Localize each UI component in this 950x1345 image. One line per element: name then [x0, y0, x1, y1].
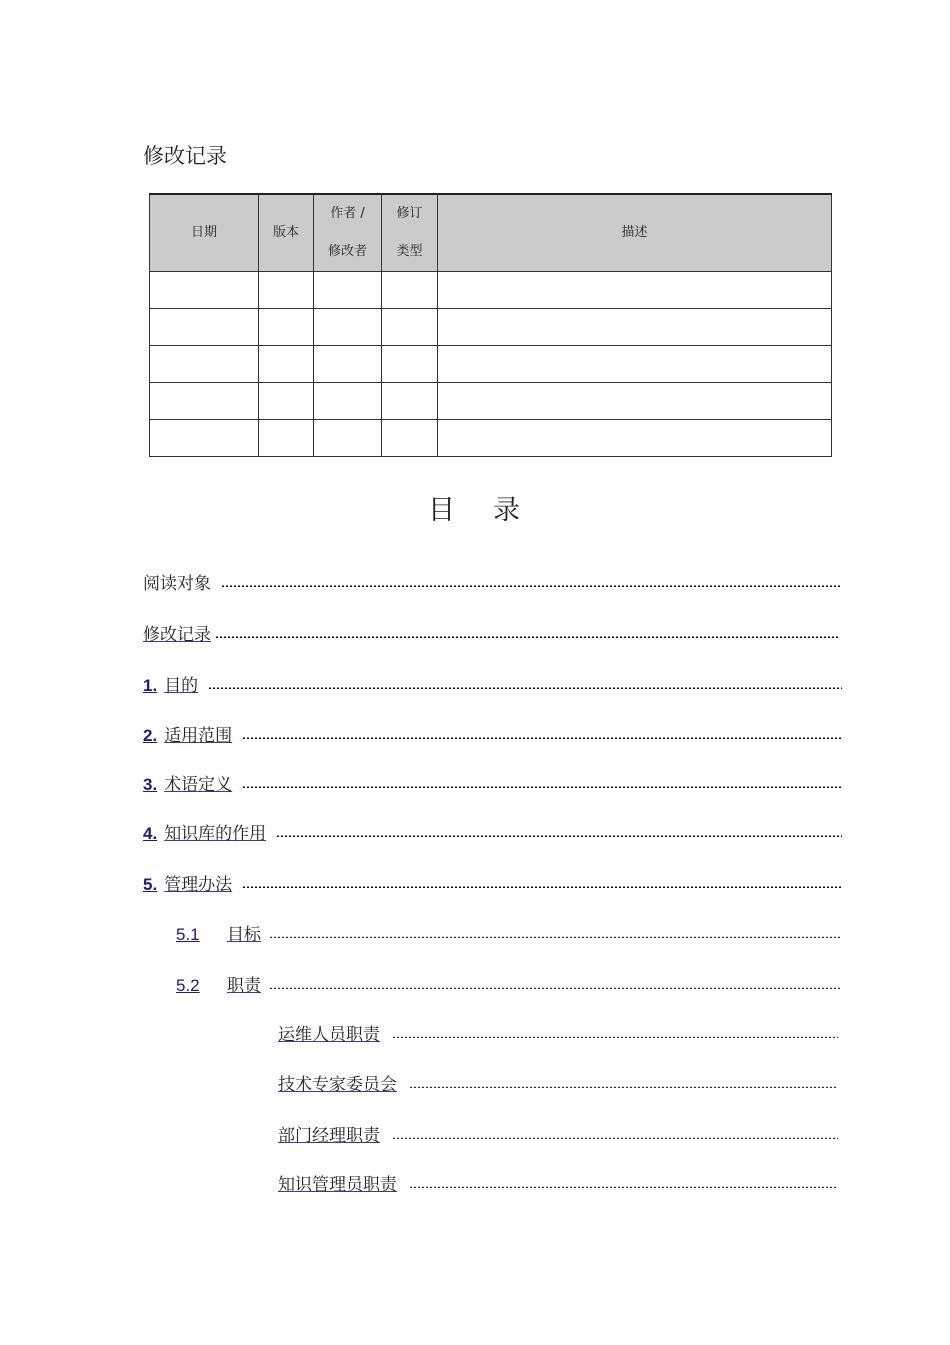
- toc-leader-dots: [221, 585, 840, 587]
- toc-title-part1: 目: [428, 495, 457, 526]
- table-cell[interactable]: [259, 346, 314, 383]
- table-cell[interactable]: [150, 420, 259, 457]
- toc-entry-label[interactable]: 知识管理员职责: [278, 1175, 397, 1195]
- table-cell[interactable]: [150, 346, 259, 383]
- toc-entry-label[interactable]: 职责: [227, 976, 261, 996]
- table-cell[interactable]: [150, 309, 259, 346]
- table-cell[interactable]: [259, 272, 314, 309]
- table-row: [150, 272, 832, 309]
- toc-entry-label[interactable]: 运维人员职责: [278, 1025, 380, 1045]
- toc-leader-dots: [208, 687, 842, 689]
- table-cell[interactable]: [314, 272, 382, 309]
- table-cell[interactable]: [259, 383, 314, 420]
- toc-entry-number[interactable]: 5.: [143, 875, 158, 894]
- table-cell[interactable]: [150, 383, 259, 420]
- toc-entry-number[interactable]: 2.: [143, 726, 158, 745]
- toc-entry-label[interactable]: 技术专家委员会: [278, 1075, 397, 1095]
- header-author: 作者 / 修改者: [314, 194, 382, 272]
- toc-leader-dots: [392, 1137, 838, 1139]
- table-cell[interactable]: [382, 346, 438, 383]
- toc-leader-dots: [242, 786, 842, 788]
- table-cell[interactable]: [150, 272, 259, 309]
- toc-entry-number[interactable]: 4.: [143, 824, 158, 843]
- table-cell[interactable]: [314, 420, 382, 457]
- toc-entry-3[interactable]: [143, 770, 842, 794]
- toc-entry-dept-manager-duties[interactable]: [278, 1121, 838, 1145]
- table-cell[interactable]: [438, 420, 832, 457]
- revision-table-header: [150, 194, 832, 272]
- toc-entry-1[interactable]: [143, 671, 842, 695]
- table-cell[interactable]: [382, 383, 438, 420]
- header-description: 描述: [438, 194, 832, 272]
- toc-leader-dots: [392, 1036, 838, 1038]
- header-version: 版本: [259, 194, 314, 272]
- table-row: [150, 309, 832, 346]
- toc-entry-label[interactable]: 术语定义: [164, 775, 233, 795]
- toc-leader-dots: [269, 987, 840, 989]
- table-cell[interactable]: [382, 309, 438, 346]
- toc-leader-dots: [276, 835, 842, 837]
- table-row: [150, 346, 832, 383]
- toc-leader-dots: [409, 1186, 838, 1188]
- toc-entry-label[interactable]: 目标: [227, 925, 261, 945]
- toc-entry-label[interactable]: 阅读对象: [143, 574, 211, 594]
- table-cell[interactable]: [382, 420, 438, 457]
- toc-entry-number[interactable]: 3.: [143, 775, 158, 794]
- section-heading-revision: 修改记录: [143, 144, 227, 168]
- toc-leader-dots: [269, 936, 840, 938]
- table-cell[interactable]: [314, 309, 382, 346]
- toc-entry-revision-record[interactable]: [143, 620, 840, 644]
- table-cell[interactable]: [259, 309, 314, 346]
- toc-entry-knowledge-admin-duties[interactable]: [278, 1170, 838, 1194]
- table-cell[interactable]: [259, 420, 314, 457]
- header-date: 日期: [150, 194, 259, 272]
- toc-entry-5-2[interactable]: [176, 971, 840, 995]
- toc-entry-reading-audience[interactable]: [143, 569, 840, 593]
- table-cell[interactable]: [382, 272, 438, 309]
- toc-entry-label[interactable]: 适用范围: [164, 726, 233, 746]
- toc-leader-dots: [215, 636, 840, 638]
- table-row: [150, 420, 832, 457]
- toc-entry-2[interactable]: [143, 721, 842, 745]
- toc-entry-label[interactable]: 管理办法: [164, 875, 233, 895]
- toc-title-part2: 录: [493, 495, 522, 526]
- toc-leader-dots: [242, 886, 842, 888]
- table-cell[interactable]: [314, 346, 382, 383]
- table-row: [150, 383, 832, 420]
- revision-table: [149, 193, 832, 457]
- toc-entry-label[interactable]: 部门经理职责: [278, 1126, 380, 1146]
- toc-entry-tech-expert-committee[interactable]: [278, 1070, 838, 1094]
- toc-entry-number[interactable]: 5.2: [176, 976, 200, 995]
- toc-title: [0, 488, 950, 527]
- table-cell[interactable]: [438, 383, 832, 420]
- toc-entry-number[interactable]: 1.: [143, 676, 158, 695]
- toc-entry-5-1[interactable]: [176, 920, 840, 944]
- table-cell[interactable]: [438, 346, 832, 383]
- table-cell[interactable]: [438, 272, 832, 309]
- toc-entry-ops-staff-duties[interactable]: [278, 1020, 838, 1044]
- toc-leader-dots: [242, 737, 842, 739]
- toc-entry-5[interactable]: [143, 870, 842, 894]
- toc-entry-label[interactable]: 知识库的作用: [164, 824, 267, 844]
- toc-entry-number[interactable]: 5.1: [176, 925, 200, 944]
- toc-entry-label[interactable]: 目的: [164, 676, 199, 696]
- header-revision-type: 修订 类型: [382, 194, 438, 272]
- toc-entry-4[interactable]: [143, 819, 842, 843]
- toc-leader-dots: [409, 1086, 838, 1088]
- table-cell[interactable]: [438, 309, 832, 346]
- toc-entry-label[interactable]: 修改记录: [143, 625, 211, 645]
- table-cell[interactable]: [314, 383, 382, 420]
